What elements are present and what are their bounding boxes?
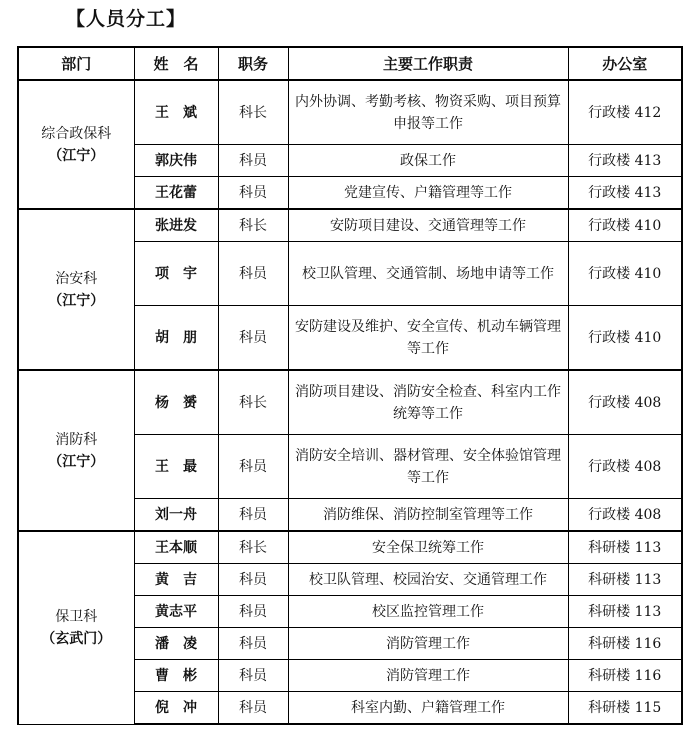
- staff-name: 刘一舟: [134, 499, 218, 532]
- staff-name: 黄志平: [134, 596, 218, 628]
- staff-duty: 校卫队管理、校园治安、交通管理工作: [288, 564, 568, 596]
- staff-office: 行政楼 410: [568, 242, 682, 306]
- department-cell: [18, 209, 134, 370]
- staff-duty: 安全保卫统筹工作: [288, 531, 568, 564]
- staff-office: 科研楼 113: [568, 596, 682, 628]
- staff-role: 科员: [218, 660, 288, 692]
- header-duty: 主要工作职责: [288, 47, 568, 80]
- staff-office: 行政楼 413: [568, 145, 682, 177]
- table-row: [18, 209, 682, 242]
- staff-name: 王花蕾: [134, 177, 218, 210]
- staff-role: 科员: [218, 145, 288, 177]
- staff-role: 科员: [218, 596, 288, 628]
- staff-duty: 校卫队管理、交通管制、场地申请等工作: [288, 242, 568, 306]
- staff-assignment-table: [17, 46, 683, 725]
- staff-duty: 党建宣传、户籍管理等工作: [288, 177, 568, 210]
- department-name: 综合政保科: [41, 125, 112, 142]
- department-location: （江宁）: [48, 147, 105, 164]
- staff-name: 张进发: [134, 209, 218, 242]
- staff-duty: 内外协调、考勤考核、物资采购、项目预算申报等工作: [288, 80, 568, 145]
- staff-office: 科研楼 116: [568, 660, 682, 692]
- staff-office: 行政楼 412: [568, 80, 682, 145]
- staff-office: 行政楼 413: [568, 177, 682, 210]
- staff-name: 王本顺: [134, 531, 218, 564]
- staff-name: 项 宇: [134, 242, 218, 306]
- department-location: （江宁）: [48, 453, 105, 470]
- staff-duty: 安防项目建设、交通管理等工作: [288, 209, 568, 242]
- staff-role: 科员: [218, 177, 288, 210]
- staff-duty: 消防维保、消防控制室管理等工作: [288, 499, 568, 532]
- staff-name: 郭庆伟: [134, 145, 218, 177]
- staff-name: 王 斌: [134, 80, 218, 145]
- staff-role: 科长: [218, 531, 288, 564]
- table-row: [18, 531, 682, 564]
- department-name: 治安科: [55, 270, 98, 287]
- staff-role: 科员: [218, 564, 288, 596]
- table-body: [18, 80, 682, 724]
- department-cell: [18, 531, 134, 724]
- header-role: 职务: [218, 47, 288, 80]
- header-department: 部门: [18, 47, 134, 80]
- department-cell: [18, 80, 134, 209]
- staff-office: 行政楼 408: [568, 499, 682, 532]
- department-location: （江宁）: [48, 292, 105, 309]
- staff-office: 行政楼 410: [568, 306, 682, 371]
- staff-role: 科长: [218, 370, 288, 435]
- staff-name: 潘 凌: [134, 628, 218, 660]
- staff-office: 科研楼 113: [568, 564, 682, 596]
- staff-role: 科员: [218, 499, 288, 532]
- header-office: 办公室: [568, 47, 682, 80]
- staff-role: 科员: [218, 692, 288, 725]
- staff-name: 黄 吉: [134, 564, 218, 596]
- staff-duty: 消防项目建设、消防安全检查、科室内工作统筹等工作: [288, 370, 568, 435]
- staff-duty: 安防建设及维护、安全宣传、机动车辆管理等工作: [288, 306, 568, 371]
- staff-office: 科研楼 115: [568, 692, 682, 725]
- staff-role: 科员: [218, 306, 288, 371]
- department-cell: [18, 370, 134, 531]
- staff-role: 科员: [218, 628, 288, 660]
- staff-role: 科员: [218, 435, 288, 499]
- table-row: [18, 370, 682, 435]
- staff-name: 倪 冲: [134, 692, 218, 725]
- staff-duty: 校区监控管理工作: [288, 596, 568, 628]
- table-row: [18, 80, 682, 145]
- table-header-row: [18, 47, 682, 80]
- page-title: 【人员分工】: [66, 8, 187, 30]
- staff-role: 科长: [218, 80, 288, 145]
- staff-duty: 消防安全培训、器材管理、安全体验馆管理等工作: [288, 435, 568, 499]
- staff-office: 科研楼 116: [568, 628, 682, 660]
- staff-name: 杨 赟: [134, 370, 218, 435]
- staff-name: 王 最: [134, 435, 218, 499]
- staff-office: 行政楼 410: [568, 209, 682, 242]
- department-name: 保卫科: [55, 608, 98, 625]
- header-name: 姓 名: [134, 47, 218, 80]
- staff-duty: 消防管理工作: [288, 628, 568, 660]
- staff-duty: 政保工作: [288, 145, 568, 177]
- staff-role: 科员: [218, 242, 288, 306]
- staff-office: 行政楼 408: [568, 370, 682, 435]
- staff-duty: 科室内勤、户籍管理工作: [288, 692, 568, 725]
- department-name: 消防科: [55, 431, 98, 448]
- staff-duty: 消防管理工作: [288, 660, 568, 692]
- staff-role: 科长: [218, 209, 288, 242]
- staff-office: 行政楼 408: [568, 435, 682, 499]
- staff-name: 曹 彬: [134, 660, 218, 692]
- staff-office: 科研楼 113: [568, 531, 682, 564]
- staff-name: 胡 朋: [134, 306, 218, 371]
- department-location: （玄武门）: [41, 630, 112, 647]
